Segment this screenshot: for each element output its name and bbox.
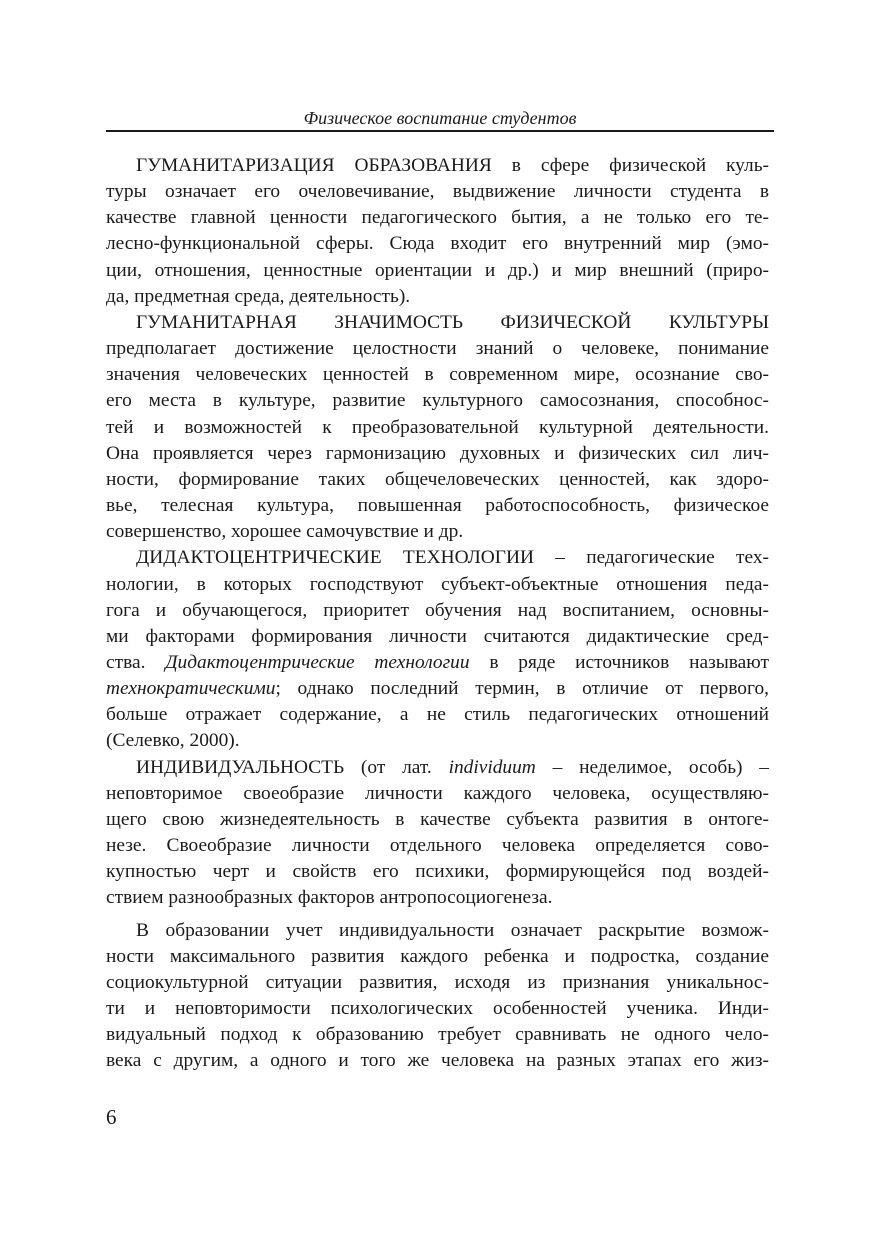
text-line: ности максимального развития каждого ребенка и подростка, создание bbox=[106, 945, 769, 967]
text-line: да, предметная среда, деятельность). bbox=[106, 285, 411, 307]
paragraph-individuality bbox=[106, 755, 769, 912]
text-line: века с другим, а одного и того же человека на разных этапах его жиз- bbox=[106, 1050, 769, 1072]
text-line: качестве главной ценности педагогического бытия, а не только его те- bbox=[106, 207, 769, 229]
text-line: незе. Своеобразие личности отдельного человека определяется сово- bbox=[106, 835, 769, 857]
text-line: ГУМАНИТАРНАЯ ЗНАЧИМОСТЬ ФИЗИЧЕСКОЙ КУЛЬТУРЫ bbox=[136, 311, 769, 333]
text-line: нологии, в которых господствуют субъект-объектные отношения педа- bbox=[106, 573, 769, 595]
text-line: ти и неповторимости психологических особенностей ученика. Инди- bbox=[106, 998, 769, 1019]
text-line: ности, формирование таких общечеловеческих ценностей, как здоро- bbox=[106, 468, 769, 490]
text-line: его места в культуре, развитие культурного самосознания, способнос- bbox=[106, 390, 769, 412]
text-run: ства. bbox=[106, 651, 166, 673]
paragraph-humanization bbox=[106, 153, 769, 310]
paragraph-individuality-in-education bbox=[106, 918, 769, 1075]
text-line: лесно-функциональной сферы. Сюда входит его внутренний мир (эмо- bbox=[106, 233, 769, 255]
text-run: в ряде источников называют bbox=[469, 651, 769, 673]
paragraph-humanitarian-significance bbox=[106, 310, 769, 545]
text-line: больше отражает содержание, а не стиль педагогических отношений bbox=[106, 704, 769, 726]
text-run: ; однако последний термин, в отличие от первого, bbox=[275, 678, 769, 700]
text-line: ГУМАНИТАРИЗАЦИЯ ОБРАЗОВАНИЯ в сфере физической куль- bbox=[136, 155, 769, 176]
text-line: Она проявляется через гармонизацию духовных и физических сил лич- bbox=[106, 442, 769, 464]
italic-term: individuum bbox=[448, 756, 536, 778]
text-line-mixed bbox=[106, 676, 769, 702]
header-rule bbox=[106, 130, 774, 132]
text-line: совершенство, хорошее самочувствие и др. bbox=[106, 521, 464, 543]
text-line: (Селевко, 2000). bbox=[106, 730, 240, 752]
text-line: неповторимое своеобразие личности каждого человека, осуществляю- bbox=[106, 782, 769, 804]
text-line: тей и возможностей к преобразовательной культурной деятельности. bbox=[106, 416, 769, 438]
italic-term: технократическими bbox=[106, 678, 276, 700]
running-head: Физическое воспитание студентов bbox=[303, 108, 577, 128]
text-line-mixed bbox=[106, 755, 769, 781]
text-line: вье, телесная культура, повышенная работоспособность, физическое bbox=[106, 495, 769, 517]
text-line: предполагает достижение целостности знаний о человеке, понимание bbox=[106, 338, 769, 360]
text-run: ИНДИВИДУАЛЬНОСТЬ (от лат. bbox=[136, 756, 449, 778]
paragraph-didactocentric bbox=[106, 545, 769, 754]
text-line: ствием разнообразных факторов антропосоциогенеза. bbox=[106, 887, 553, 909]
text-line: ДИДАКТОЦЕНТРИЧЕСКИЕ ТЕХНОЛОГИИ – педагогические тех- bbox=[136, 547, 769, 569]
text-line: значения человеческих ценностей в современном мире, осознание сво- bbox=[106, 364, 769, 386]
text-line: купностью черт и свойств его психики, формирующейся под воздей- bbox=[106, 861, 769, 883]
italic-term: Дидактоцентрические технологии bbox=[165, 651, 470, 673]
text-line: видуальный подход к образованию требует сравнивать не одного чело- bbox=[106, 1024, 769, 1046]
text-run: – неделимое, особь) – bbox=[535, 756, 769, 778]
text-line: гога и обучающегося, приоритет обучения над воспитанием, основны- bbox=[106, 599, 769, 621]
text-line: ми факторами формирования личности считаются дидактические сред- bbox=[106, 625, 769, 647]
text-line-mixed bbox=[106, 650, 769, 676]
text-line: социокультурной ситуации развития, исходя из признания уникальнос- bbox=[106, 971, 769, 993]
text-line: щего свою жизнедеятельность в качестве субъекта развития в онтоге- bbox=[106, 808, 769, 830]
page-number: 6 bbox=[106, 1105, 117, 1129]
text-line: ции, отношения, ценностные ориентации и др.) и мир внешний (приро- bbox=[106, 259, 769, 281]
text-line: В образовании учет индивидуальности означает раскрытие возмож- bbox=[136, 919, 769, 941]
body-text bbox=[106, 153, 769, 1074]
text-line: туры означает его очеловечивание, выдвижение личности студента в bbox=[106, 181, 769, 203]
